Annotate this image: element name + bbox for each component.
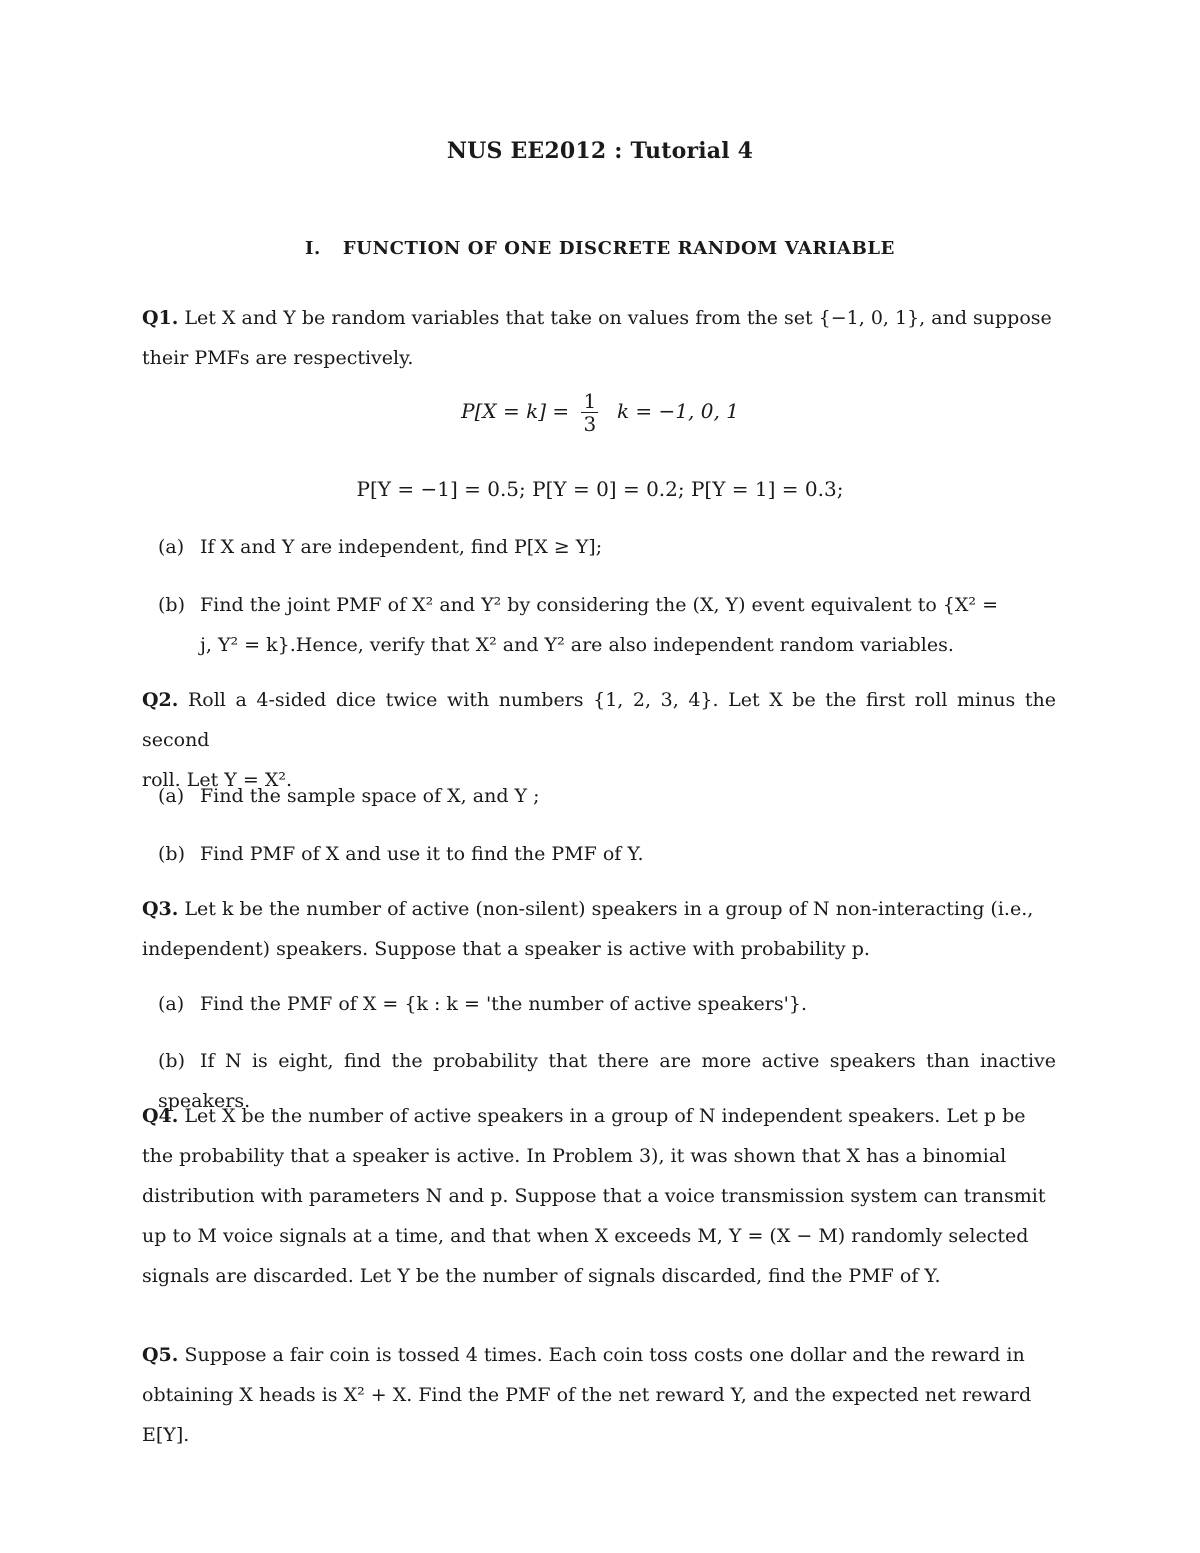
question-4-line-4: up to M voice signals at a time, and that when X exceeds M, Y = (X − M) randomly selected bbox=[142, 1225, 1029, 1247]
question-2-line-2: roll. Let Y = X². bbox=[142, 769, 293, 791]
question-3b-text: If N is eight, find the probability that there are more active speakers than inactive speakers. bbox=[158, 1050, 1056, 1112]
question-5-label: Q5. bbox=[142, 1344, 179, 1366]
question-1a bbox=[158, 527, 1056, 567]
question-3a-text: Find the PMF of X = {k : k = 'the number of active speakers'}. bbox=[200, 993, 807, 1015]
equation-pmf-x-left: P[X = k] = bbox=[461, 399, 570, 423]
question-2-line-1: Roll a 4-sided dice twice with numbers {1, 2, 3, 4}. Let X be the first roll minus the second bbox=[142, 689, 1056, 751]
question-1a-marker: (a) bbox=[158, 536, 185, 558]
question-3-line-1: Let k be the number of active (non-silent) speakers in a group of N non-interacting (i.e., bbox=[184, 898, 1034, 920]
question-4-line-5: signals are discarded. Let Y be the number of signals discarded, find the PMF of Y. bbox=[142, 1265, 941, 1287]
question-1-label: Q1. bbox=[142, 307, 179, 329]
question-3-label: Q3. bbox=[142, 898, 179, 920]
fraction-denominator: 3 bbox=[583, 412, 597, 436]
question-2b-marker: (b) bbox=[158, 843, 185, 865]
question-2b-text: Find PMF of X and use it to find the PMF of Y. bbox=[200, 843, 644, 865]
question-1a-text: If X and Y are independent, find P[X ≥ Y]; bbox=[200, 536, 603, 558]
fraction-one-third bbox=[581, 390, 598, 435]
question-3b-marker: (b) bbox=[158, 1050, 185, 1072]
question-3-line-2: independent) speakers. Suppose that a speaker is active with probability p. bbox=[142, 938, 870, 960]
question-2b bbox=[158, 834, 1056, 874]
equation-pmf-x bbox=[0, 390, 1200, 435]
question-1-line-2: their PMFs are respectively. bbox=[142, 347, 414, 369]
section-title: FUNCTION OF ONE DISCRETE RANDOM VARIABLE bbox=[342, 238, 895, 259]
page-title: NUS EE2012 : Tutorial 4 bbox=[446, 138, 754, 164]
question-4 bbox=[142, 1096, 1056, 1296]
question-1 bbox=[142, 298, 1056, 378]
question-4-label: Q4. bbox=[142, 1105, 179, 1127]
question-5-line-2: obtaining X heads is X² + X. Find the PMF of the net reward Y, and the expected net reward bbox=[142, 1384, 1032, 1406]
question-3a-marker: (a) bbox=[158, 993, 185, 1015]
question-3 bbox=[142, 889, 1056, 969]
section-numeral: I. bbox=[305, 238, 321, 259]
question-1b-line-1: Find the joint PMF of X² and Y² by considering the (X, Y) event equivalent to {X² = bbox=[200, 594, 998, 616]
question-3a bbox=[158, 984, 1056, 1024]
question-4-line-1: Let X be the number of active speakers in a group of N independent speakers. Let p be bbox=[184, 1105, 1026, 1127]
question-1-line-1: Let X and Y be random variables that take on values from the set {−1, 0, 1}, and suppose bbox=[184, 307, 1052, 329]
section-heading bbox=[0, 238, 1200, 259]
question-5 bbox=[142, 1335, 1056, 1455]
question-1b-marker: (b) bbox=[158, 594, 185, 616]
question-5-line-3: E[Y]. bbox=[142, 1424, 190, 1446]
fraction-numerator: 1 bbox=[583, 389, 597, 413]
question-1b bbox=[158, 585, 1056, 665]
question-2-label: Q2. bbox=[142, 689, 179, 711]
question-4-line-3: distribution with parameters N and p. Suppose that a voice transmission system can transmit bbox=[142, 1185, 1046, 1207]
equation-pmf-x-range: k = −1, 0, 1 bbox=[616, 399, 739, 423]
question-2a bbox=[158, 776, 1056, 816]
equation-pmf-y: P[Y = −1] = 0.5; P[Y = 0] = 0.2; P[Y = 1] = 0.3; bbox=[356, 477, 844, 501]
question-5-line-1: Suppose a fair coin is tossed 4 times. Each coin toss costs one dollar and the reward in bbox=[184, 1344, 1025, 1366]
question-2a-text: Find the sample space of X, and Y ; bbox=[200, 785, 540, 807]
question-4-line-2: the probability that a speaker is active. In Problem 3), it was shown that X has a binomial bbox=[142, 1145, 1007, 1167]
question-1b-line-2: j, Y² = k}.Hence, verify that X² and Y² are also independent random variables. bbox=[200, 634, 954, 656]
question-2a-marker: (a) bbox=[158, 785, 185, 807]
